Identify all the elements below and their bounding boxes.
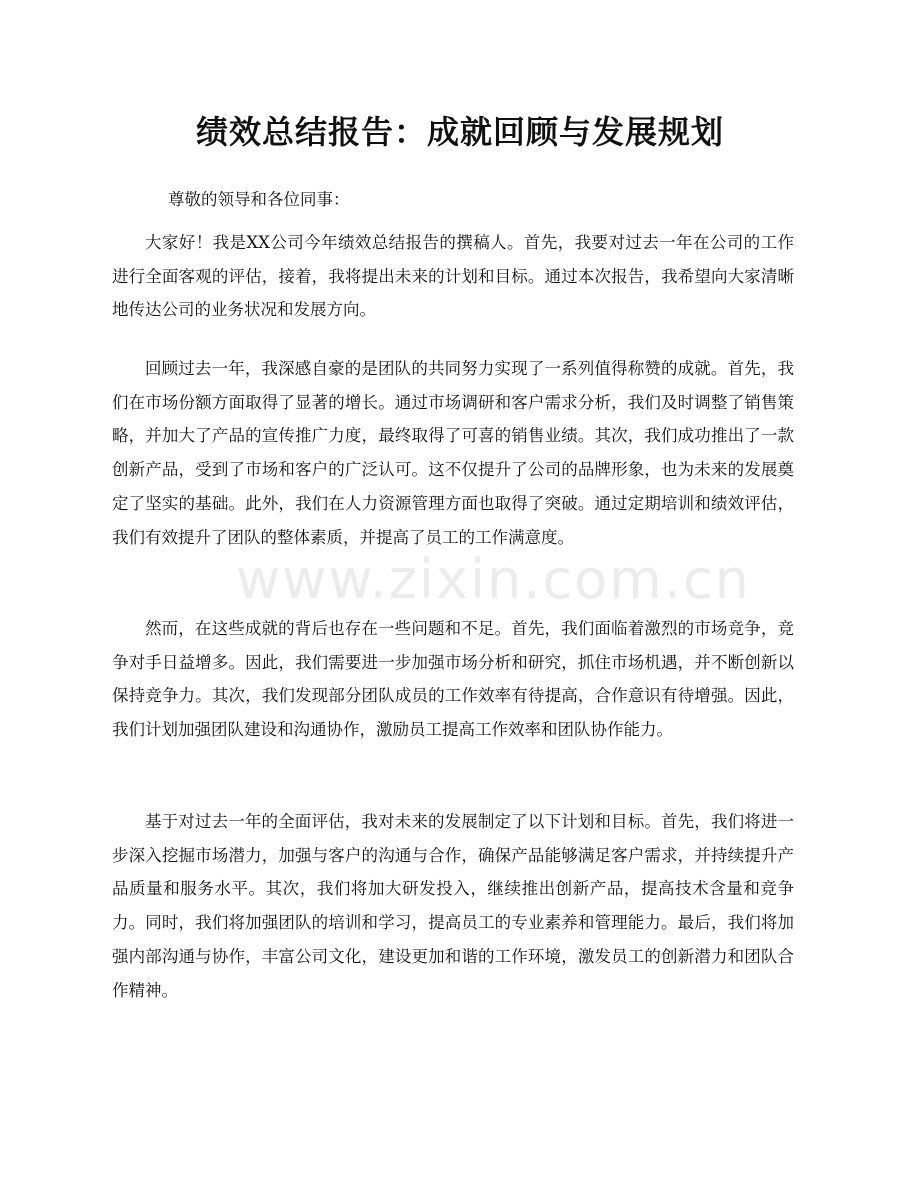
- paragraph-achievements: 回顾过去一年，我深感自豪的是团队的共同努力实现了一系列值得称赞的成就。首先，我们在市场份额方面取得了显著的增长。通过市场调研和客户需求分析，我们及时调整了销售策略，并加大了产品的宣传推广力度，最终取得了可喜的销售业绩。其次，我们成功推出了一款创新产品，受到了市场和客户的广泛认可。这不仅提升了公司的品牌形象，也为未来的发展奠定了坚实的基础。此外，我们在人力资源管理方面也取得了突破。通过定期培训和绩效评估，我们有效提升了团队的整体素质，并提高了员工的工作满意度。: [112, 359, 794, 547]
- page-title: 绩效总结报告：成就回顾与发展规划: [195, 113, 724, 151]
- paragraph-problems: 然而，在这些成就的背后也存在一些问题和不足。首先，我们面临着激烈的市场竞争，竞争对手日益增多。因此，我们需要进一步加强市场分析和研究，抓住市场机遇，并不断创新以保持竞争力。其次，我们发现部分团队成员的工作效率有待提高，合作意识有待增强。因此，我们计划加强团队建设和沟通协作，激励员工提高工作效率和团队协作能力。: [112, 619, 794, 740]
- paragraph-plans: 基于对过去一年的全面评估，我对未来的发展制定了以下计划和目标。首先，我们将进一步深入挖掘市场潜力，加强与客户的沟通与合作，确保产品能够满足客户需求，并持续提升产品质量和服务水平。其次，我们将加大研发投入，继续推出创新产品，提高技术含量和竞争力。同时，我们将加强团队的培训和学习，提高员工的专业素养和管理能力。最后，我们将加强内部沟通与协作，丰富公司文化，建设更加和谐的工作环境，激发员工的创新潜力和团队合作精神。: [112, 812, 794, 1000]
- greeting: 尊敬的领导和各位同事：: [168, 190, 350, 209]
- watermark: www.zixin.com.cn: [236, 548, 751, 611]
- paragraph-intro: 大家好！我是XX公司今年绩效总结报告的撰稿人。首先，我要对过去一年在公司的工作进行全面客观的评估，接着，我将提出未来的计划和目标。通过本次报告，我希望向大家清晰地传达公司的业务状况和发展方向。: [112, 233, 794, 320]
